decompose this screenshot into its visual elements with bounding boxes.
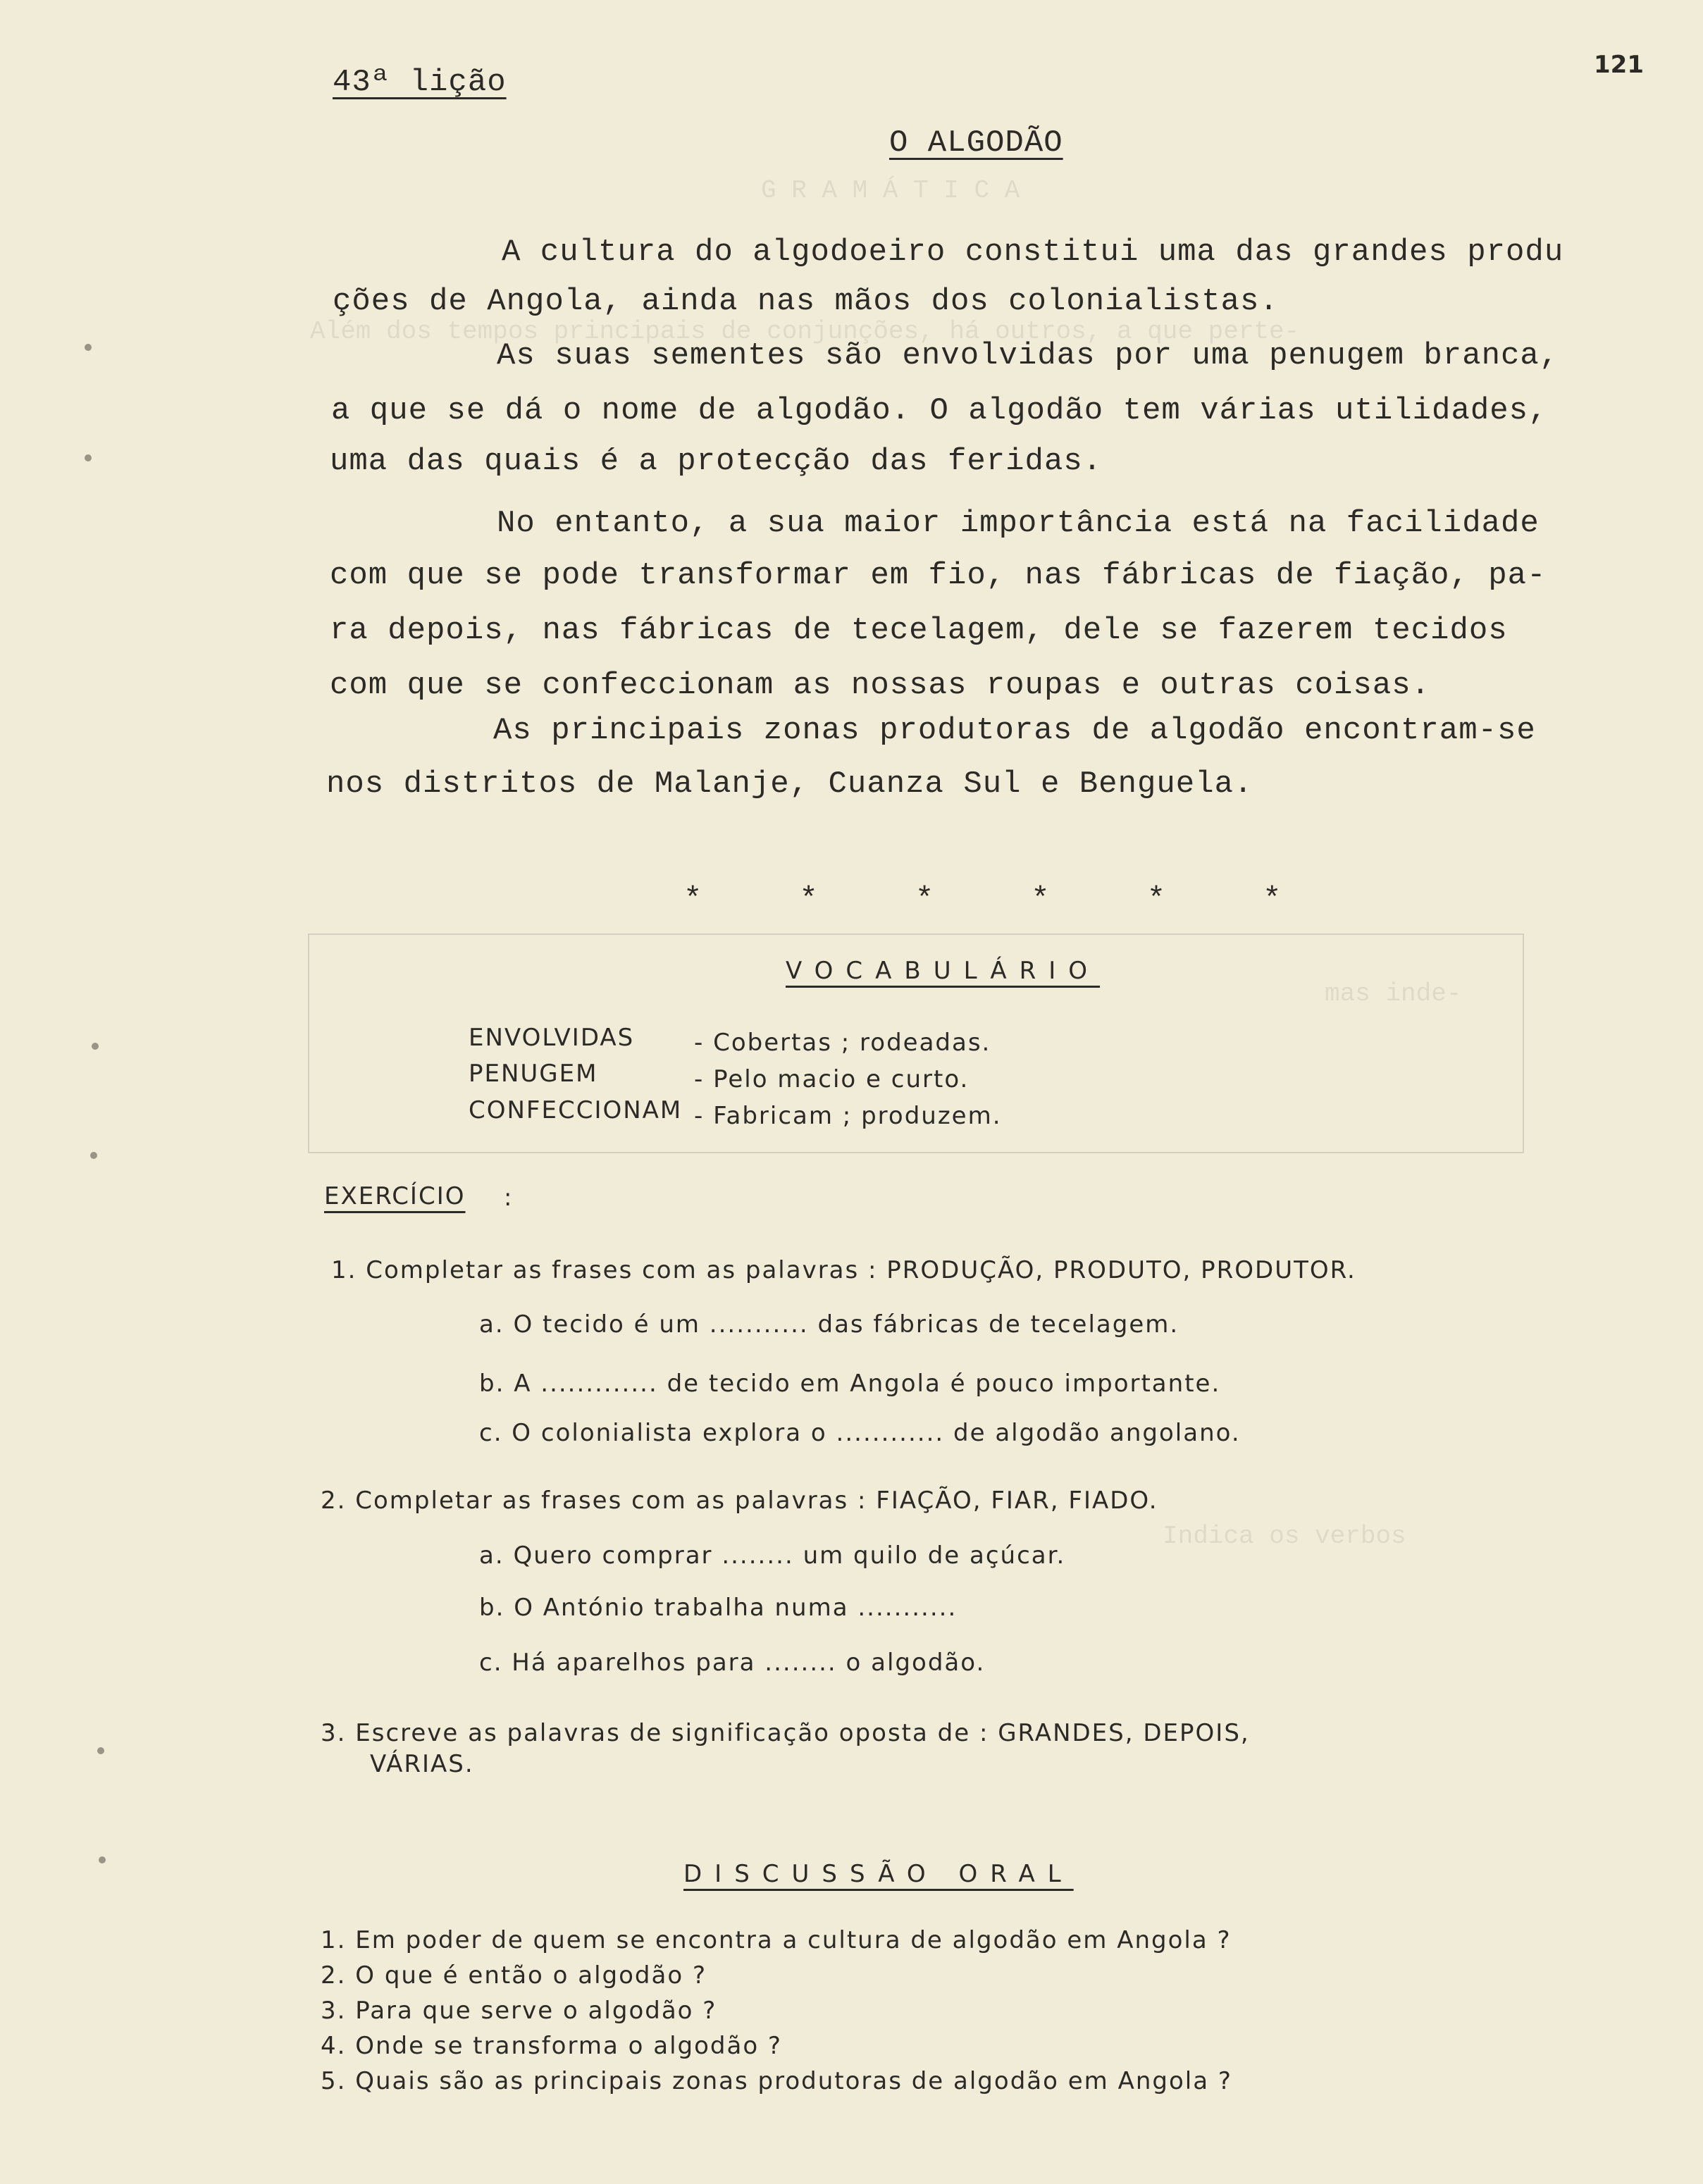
exercise-heading-colon: : [504, 1184, 514, 1212]
exercise-sentence: b. A ............. de tecido em Angola é pouco importante. [479, 1370, 1221, 1398]
paragraph-line: uma das quais é a protecção das feridas. [330, 444, 1103, 479]
exercise-sentence: c. O colonialista explora o ............ de algodão angolano. [479, 1419, 1241, 1447]
vocabulary-definition: - Pelo macio e curto. [694, 1065, 970, 1093]
binding-hole [99, 1856, 106, 1863]
discussion-question: 1. Em poder de quem se encontra a cultura de algodão em Angola ? [321, 1926, 1232, 1954]
paragraph-line: As principais zonas produtoras de algodão encontram-se [493, 713, 1536, 748]
exercise-sentence: a. O tecido é um ........... das fábricas de tecelagem. [479, 1310, 1179, 1339]
vocabulary-heading: VOCABULÁRIO [786, 957, 1101, 985]
discussion-question: 5. Quais são as principais zonas produtoras de algodão em Angola ? [321, 2067, 1232, 2095]
lesson-number: 43ª lição [333, 65, 507, 100]
exercise-sentence: c. Há aparelhos para ........ o algodão. [479, 1649, 986, 1677]
bleed-through-text: Indica os verbos [1163, 1522, 1406, 1551]
discussion-question: 3. Para que serve o algodão ? [321, 1997, 717, 2025]
asterisk-separator: * * * * * * [683, 882, 1282, 917]
paragraph-line: No entanto, a sua maior importância está na facilidade [497, 506, 1540, 541]
exercise-prompt: 1. Completar as frases com as palavras : PRODUÇÃO, PRODUTO, PRODUTOR. [331, 1256, 1356, 1284]
paragraph-line: ra depois, nas fábricas de tecelagem, dele se fazerem tecidos [330, 613, 1508, 648]
paragraph-line: nos distritos de Malanje, Cuanza Sul e Benguela. [326, 767, 1253, 802]
binding-hole [85, 344, 92, 351]
exercise-prompt: 3. Escreve as palavras de significação oposta de : GRANDES, DEPOIS, [321, 1719, 1250, 1747]
vocabulary-term: PENUGEM [469, 1060, 598, 1088]
paragraph-line: com que se pode transformar em fio, nas fábricas de fiação, pa- [330, 558, 1547, 593]
binding-hole [92, 1043, 99, 1050]
discussion-heading: DISCUSSÃO ORAL [683, 1860, 1074, 1888]
binding-hole [85, 454, 92, 461]
page-number: 121 [1594, 51, 1644, 79]
vocabulary-term: ENVOLVIDAS [469, 1024, 635, 1052]
discussion-question: 4. Onde se transforma o algodão ? [321, 2032, 782, 2060]
exercise-prompt: 2. Completar as frases com as palavras : FIAÇÃO, FIAR, FIADO. [321, 1487, 1158, 1515]
binding-hole [97, 1747, 104, 1754]
paragraph-line: ções de Angola, ainda nas mãos dos colonialistas. [333, 284, 1279, 319]
paragraph-line: A cultura do algodoeiro constitui uma das grandes produ [502, 235, 1564, 270]
exercise-prompt-continuation: VÁRIAS. [370, 1750, 474, 1778]
paragraph-line: com que se confeccionam as nossas roupas e outras coisas. [330, 668, 1431, 703]
bleed-through-text: Além dos tempos principais de conjunções, há outros, a que perte- [310, 317, 1300, 346]
vocabulary-definition: - Cobertas ; rodeadas. [694, 1029, 991, 1057]
discussion-question: 2. O que é então o algodão ? [321, 1961, 707, 1990]
page-title: O ALGODÃO [889, 125, 1063, 161]
vocabulary-term: CONFECCIONAM [469, 1096, 683, 1124]
vocabulary-definition: - Fabricam ; produzem. [694, 1102, 1002, 1130]
paragraph-line: As suas sementes são envolvidas por uma penugem branca, [497, 338, 1559, 373]
exercise-sentence: a. Quero comprar ........ um quilo de açúcar. [479, 1541, 1066, 1570]
paragraph-line: a que se dá o nome de algodão. O algodão tem várias utilidades, [331, 393, 1548, 428]
exercise-sentence: b. O António trabalha numa ........... [479, 1594, 958, 1622]
bleed-through-text: mas inde- [1325, 979, 1462, 1008]
exercise-heading: EXERCÍCIO [324, 1182, 466, 1210]
binding-hole [90, 1152, 97, 1159]
bleed-through-text: G R A M Á T I C A [761, 176, 1020, 205]
